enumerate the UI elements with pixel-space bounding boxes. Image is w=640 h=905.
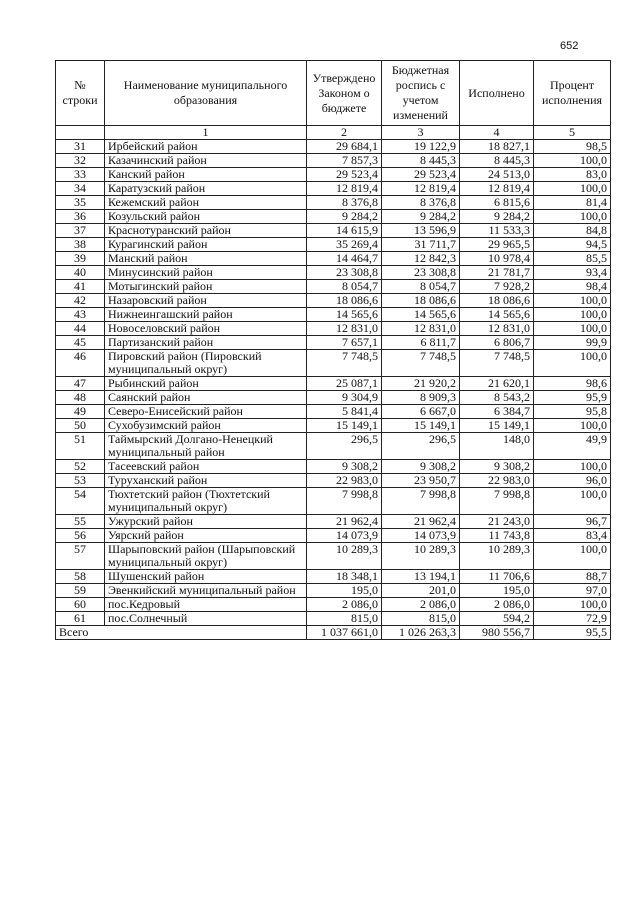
budget-value: 21 920,2 bbox=[382, 377, 460, 391]
table-row bbox=[56, 140, 611, 154]
table-row bbox=[56, 294, 611, 308]
municipality-name: Шушенский район bbox=[105, 570, 307, 584]
municipality-name: Минусинский район bbox=[105, 266, 307, 280]
table-row bbox=[56, 182, 611, 196]
table-row bbox=[56, 280, 611, 294]
approved-value: 9 308,2 bbox=[307, 460, 382, 474]
header-executed: Исполнено bbox=[460, 61, 534, 126]
percent-value: 96,0 bbox=[534, 474, 611, 488]
percent-value: 98,6 bbox=[534, 377, 611, 391]
table-row bbox=[56, 584, 611, 598]
executed-value: 594,2 bbox=[460, 612, 534, 626]
column-index-row bbox=[56, 126, 611, 140]
table-row bbox=[56, 336, 611, 350]
row-number: 61 bbox=[56, 612, 105, 626]
executed-value: 18 827,1 bbox=[460, 140, 534, 154]
header-row-number: № строки bbox=[56, 61, 105, 126]
row-number: 47 bbox=[56, 377, 105, 391]
table-row bbox=[56, 154, 611, 168]
percent-value: 94,5 bbox=[534, 238, 611, 252]
row-number: 55 bbox=[56, 515, 105, 529]
row-number: 33 bbox=[56, 168, 105, 182]
row-number: 45 bbox=[56, 336, 105, 350]
approved-value: 15 149,1 bbox=[307, 419, 382, 433]
percent-value: 100,0 bbox=[534, 419, 611, 433]
budget-value: 9 308,2 bbox=[382, 460, 460, 474]
executed-value: 148,0 bbox=[460, 433, 534, 460]
row-number: 58 bbox=[56, 570, 105, 584]
row-number: 42 bbox=[56, 294, 105, 308]
executed-value: 8 445,3 bbox=[460, 154, 534, 168]
municipality-name: Туруханский район bbox=[105, 474, 307, 488]
approved-value: 18 086,6 bbox=[307, 294, 382, 308]
budget-value: 9 284,2 bbox=[382, 210, 460, 224]
budget-value: 8 054,7 bbox=[382, 280, 460, 294]
approved-value: 29 523,4 bbox=[307, 168, 382, 182]
row-number: 50 bbox=[56, 419, 105, 433]
budget-value: 815,0 bbox=[382, 612, 460, 626]
percent-value: 83,0 bbox=[534, 168, 611, 182]
municipality-name: Краснотуранский район bbox=[105, 224, 307, 238]
percent-value: 100,0 bbox=[534, 154, 611, 168]
executed-value: 195,0 bbox=[460, 584, 534, 598]
municipality-name: Шарыповский район (Шарыповский муниципальный округ) bbox=[105, 543, 307, 570]
table-body bbox=[56, 140, 611, 626]
approved-value: 14 073,9 bbox=[307, 529, 382, 543]
percent-value: 100,0 bbox=[534, 350, 611, 377]
percent-value: 96,7 bbox=[534, 515, 611, 529]
executed-value: 8 543,2 bbox=[460, 391, 534, 405]
percent-value: 100,0 bbox=[534, 598, 611, 612]
municipality-name: Саянский район bbox=[105, 391, 307, 405]
municipality-name: Козульский район bbox=[105, 210, 307, 224]
row-number: 49 bbox=[56, 405, 105, 419]
municipality-name: Таймырский Долгано-Ненецкий муниципальный район bbox=[105, 433, 307, 460]
percent-value: 83,4 bbox=[534, 529, 611, 543]
table-row bbox=[56, 543, 611, 570]
budget-value: 12 831,0 bbox=[382, 322, 460, 336]
municipality-name: Партизанский район bbox=[105, 336, 307, 350]
row-number: 46 bbox=[56, 350, 105, 377]
municipality-name: Эвенкийский муниципальный район bbox=[105, 584, 307, 598]
municipality-name: Уярский район bbox=[105, 529, 307, 543]
column-index: 4 bbox=[460, 126, 534, 140]
approved-value: 23 308,8 bbox=[307, 266, 382, 280]
municipality-name: Новоселовский район bbox=[105, 322, 307, 336]
header-percent: Процент исполнения bbox=[534, 61, 611, 126]
executed-value: 7 748,5 bbox=[460, 350, 534, 377]
table-row bbox=[56, 350, 611, 377]
table-row bbox=[56, 168, 611, 182]
row-number: 38 bbox=[56, 238, 105, 252]
budget-value: 6 667,0 bbox=[382, 405, 460, 419]
row-number: 34 bbox=[56, 182, 105, 196]
budget-value: 296,5 bbox=[382, 433, 460, 460]
percent-value: 49,9 bbox=[534, 433, 611, 460]
header-budget-list: Бюджетная роспись с учетом изменений bbox=[382, 61, 460, 126]
budget-value: 18 086,6 bbox=[382, 294, 460, 308]
executed-value: 21 620,1 bbox=[460, 377, 534, 391]
row-number: 56 bbox=[56, 529, 105, 543]
municipality-name: Казачинский район bbox=[105, 154, 307, 168]
municipality-name: Манский район bbox=[105, 252, 307, 266]
table-row bbox=[56, 515, 611, 529]
municipality-name: Кежемский район bbox=[105, 196, 307, 210]
row-number: 40 bbox=[56, 266, 105, 280]
percent-value: 98,4 bbox=[534, 280, 611, 294]
row-number: 43 bbox=[56, 308, 105, 322]
table-row bbox=[56, 474, 611, 488]
row-number: 36 bbox=[56, 210, 105, 224]
budget-value: 2 086,0 bbox=[382, 598, 460, 612]
percent-value: 100,0 bbox=[534, 182, 611, 196]
header-municipality-name: Наименование муниципального образования bbox=[105, 61, 307, 126]
table-row bbox=[56, 322, 611, 336]
municipality-name: Пировский район (Пировский муниципальный округ) bbox=[105, 350, 307, 377]
total-budget: 1 026 263,3 bbox=[382, 626, 460, 640]
budget-value: 13 194,1 bbox=[382, 570, 460, 584]
table-row bbox=[56, 419, 611, 433]
executed-value: 6 384,7 bbox=[460, 405, 534, 419]
executed-value: 21 781,7 bbox=[460, 266, 534, 280]
percent-value: 95,9 bbox=[534, 391, 611, 405]
approved-value: 7 748,5 bbox=[307, 350, 382, 377]
executed-value: 12 831,0 bbox=[460, 322, 534, 336]
table-row bbox=[56, 570, 611, 584]
budget-value: 8 445,3 bbox=[382, 154, 460, 168]
executed-value: 24 513,0 bbox=[460, 168, 534, 182]
budget-value: 23 308,8 bbox=[382, 266, 460, 280]
table-row bbox=[56, 460, 611, 474]
percent-value: 95,8 bbox=[534, 405, 611, 419]
approved-value: 14 464,7 bbox=[307, 252, 382, 266]
municipality-name: Нижнеингашский район bbox=[105, 308, 307, 322]
approved-value: 14 565,6 bbox=[307, 308, 382, 322]
executed-value: 11 743,8 bbox=[460, 529, 534, 543]
executed-value: 11 706,6 bbox=[460, 570, 534, 584]
approved-value: 14 615,9 bbox=[307, 224, 382, 238]
table-row bbox=[56, 405, 611, 419]
row-number: 57 bbox=[56, 543, 105, 570]
executed-value: 6 815,6 bbox=[460, 196, 534, 210]
percent-value: 100,0 bbox=[534, 460, 611, 474]
municipality-name: Ужурский район bbox=[105, 515, 307, 529]
budget-value: 7 998,8 bbox=[382, 488, 460, 515]
table-row bbox=[56, 529, 611, 543]
executed-value: 15 149,1 bbox=[460, 419, 534, 433]
row-number: 32 bbox=[56, 154, 105, 168]
budget-value: 8 376,8 bbox=[382, 196, 460, 210]
table-row bbox=[56, 391, 611, 405]
budget-value: 12 842,3 bbox=[382, 252, 460, 266]
budget-value: 15 149,1 bbox=[382, 419, 460, 433]
column-index-blank bbox=[56, 126, 105, 140]
municipality-name: Назаровский район bbox=[105, 294, 307, 308]
budget-value: 7 748,5 bbox=[382, 350, 460, 377]
header-approved: Утверждено Законом о бюджете bbox=[307, 61, 382, 126]
approved-value: 7 857,3 bbox=[307, 154, 382, 168]
table-row bbox=[56, 433, 611, 460]
percent-value: 100,0 bbox=[534, 543, 611, 570]
table-row bbox=[56, 377, 611, 391]
budget-value: 19 122,9 bbox=[382, 140, 460, 154]
executed-value: 22 983,0 bbox=[460, 474, 534, 488]
row-number: 39 bbox=[56, 252, 105, 266]
approved-value: 296,5 bbox=[307, 433, 382, 460]
budget-value: 12 819,4 bbox=[382, 182, 460, 196]
percent-value: 98,5 bbox=[534, 140, 611, 154]
approved-value: 12 819,4 bbox=[307, 182, 382, 196]
table-row bbox=[56, 252, 611, 266]
approved-value: 5 841,4 bbox=[307, 405, 382, 419]
table-row bbox=[56, 238, 611, 252]
municipality-name: Сухобузимский район bbox=[105, 419, 307, 433]
executed-value: 11 533,3 bbox=[460, 224, 534, 238]
municipality-name: Тюхтетский район (Тюхтетский муниципальный округ) bbox=[105, 488, 307, 515]
row-number: 37 bbox=[56, 224, 105, 238]
percent-value: 100,0 bbox=[534, 488, 611, 515]
percent-value: 100,0 bbox=[534, 322, 611, 336]
executed-value: 12 819,4 bbox=[460, 182, 534, 196]
municipality-name: Тасеевский район bbox=[105, 460, 307, 474]
executed-value: 18 086,6 bbox=[460, 294, 534, 308]
budget-value: 14 073,9 bbox=[382, 529, 460, 543]
approved-value: 2 086,0 bbox=[307, 598, 382, 612]
percent-value: 85,5 bbox=[534, 252, 611, 266]
row-number: 59 bbox=[56, 584, 105, 598]
executed-value: 7 998,8 bbox=[460, 488, 534, 515]
row-number: 41 bbox=[56, 280, 105, 294]
approved-value: 9 284,2 bbox=[307, 210, 382, 224]
budget-execution-table bbox=[55, 60, 611, 640]
column-index: 3 bbox=[382, 126, 460, 140]
executed-value: 7 928,2 bbox=[460, 280, 534, 294]
table-row bbox=[56, 210, 611, 224]
percent-value: 84,8 bbox=[534, 224, 611, 238]
row-number: 54 bbox=[56, 488, 105, 515]
executed-value: 21 243,0 bbox=[460, 515, 534, 529]
percent-value: 100,0 bbox=[534, 294, 611, 308]
executed-value: 9 284,2 bbox=[460, 210, 534, 224]
approved-value: 25 087,1 bbox=[307, 377, 382, 391]
percent-value: 88,7 bbox=[534, 570, 611, 584]
column-index: 1 bbox=[105, 126, 307, 140]
budget-value: 23 950,7 bbox=[382, 474, 460, 488]
percent-value: 72,9 bbox=[534, 612, 611, 626]
budget-value: 13 596,9 bbox=[382, 224, 460, 238]
total-executed: 980 556,7 bbox=[460, 626, 534, 640]
percent-value: 100,0 bbox=[534, 308, 611, 322]
column-index: 5 bbox=[534, 126, 611, 140]
row-number: 51 bbox=[56, 433, 105, 460]
table-row bbox=[56, 488, 611, 515]
table-row bbox=[56, 224, 611, 238]
municipality-name: Каратузский район bbox=[105, 182, 307, 196]
row-number: 31 bbox=[56, 140, 105, 154]
executed-value: 10 978,4 bbox=[460, 252, 534, 266]
table-row bbox=[56, 598, 611, 612]
percent-value: 99,9 bbox=[534, 336, 611, 350]
table-row bbox=[56, 196, 611, 210]
budget-value: 21 962,4 bbox=[382, 515, 460, 529]
municipality-name: пос.Кедровый bbox=[105, 598, 307, 612]
approved-value: 815,0 bbox=[307, 612, 382, 626]
budget-value: 14 565,6 bbox=[382, 308, 460, 322]
budget-value: 201,0 bbox=[382, 584, 460, 598]
budget-value: 31 711,7 bbox=[382, 238, 460, 252]
approved-value: 10 289,3 bbox=[307, 543, 382, 570]
approved-value: 22 983,0 bbox=[307, 474, 382, 488]
approved-value: 7 998,8 bbox=[307, 488, 382, 515]
municipality-name: Рыбинский район bbox=[105, 377, 307, 391]
approved-value: 195,0 bbox=[307, 584, 382, 598]
total-label: Всего bbox=[56, 626, 307, 640]
total-approved: 1 037 661,0 bbox=[307, 626, 382, 640]
approved-value: 18 348,1 bbox=[307, 570, 382, 584]
row-number: 44 bbox=[56, 322, 105, 336]
row-number: 35 bbox=[56, 196, 105, 210]
executed-value: 6 806,7 bbox=[460, 336, 534, 350]
page-number: 652 bbox=[560, 40, 579, 52]
header-row bbox=[56, 61, 611, 126]
table-row bbox=[56, 266, 611, 280]
total-percent: 95,5 bbox=[534, 626, 611, 640]
approved-value: 29 684,1 bbox=[307, 140, 382, 154]
executed-value: 9 308,2 bbox=[460, 460, 534, 474]
municipality-name: Мотыгинский район bbox=[105, 280, 307, 294]
approved-value: 35 269,4 bbox=[307, 238, 382, 252]
column-index: 2 bbox=[307, 126, 382, 140]
row-number: 53 bbox=[56, 474, 105, 488]
executed-value: 14 565,6 bbox=[460, 308, 534, 322]
executed-value: 2 086,0 bbox=[460, 598, 534, 612]
approved-value: 8 054,7 bbox=[307, 280, 382, 294]
budget-value: 8 909,3 bbox=[382, 391, 460, 405]
approved-value: 9 304,9 bbox=[307, 391, 382, 405]
budget-value: 10 289,3 bbox=[382, 543, 460, 570]
executed-value: 29 965,5 bbox=[460, 238, 534, 252]
approved-value: 12 831,0 bbox=[307, 322, 382, 336]
approved-value: 8 376,8 bbox=[307, 196, 382, 210]
approved-value: 21 962,4 bbox=[307, 515, 382, 529]
municipality-name: Ирбейский район bbox=[105, 140, 307, 154]
percent-value: 93,4 bbox=[534, 266, 611, 280]
row-number: 52 bbox=[56, 460, 105, 474]
table-row bbox=[56, 612, 611, 626]
executed-value: 10 289,3 bbox=[460, 543, 534, 570]
percent-value: 100,0 bbox=[534, 210, 611, 224]
municipality-name: Северо-Енисейский район bbox=[105, 405, 307, 419]
municipality-name: пос.Солнечный bbox=[105, 612, 307, 626]
municipality-name: Курагинский район bbox=[105, 238, 307, 252]
total-row bbox=[56, 626, 611, 640]
table-row bbox=[56, 308, 611, 322]
budget-value: 6 811,7 bbox=[382, 336, 460, 350]
approved-value: 7 657,1 bbox=[307, 336, 382, 350]
municipality-name: Канский район bbox=[105, 168, 307, 182]
percent-value: 97,0 bbox=[534, 584, 611, 598]
budget-value: 29 523,4 bbox=[382, 168, 460, 182]
percent-value: 81,4 bbox=[534, 196, 611, 210]
row-number: 60 bbox=[56, 598, 105, 612]
row-number: 48 bbox=[56, 391, 105, 405]
